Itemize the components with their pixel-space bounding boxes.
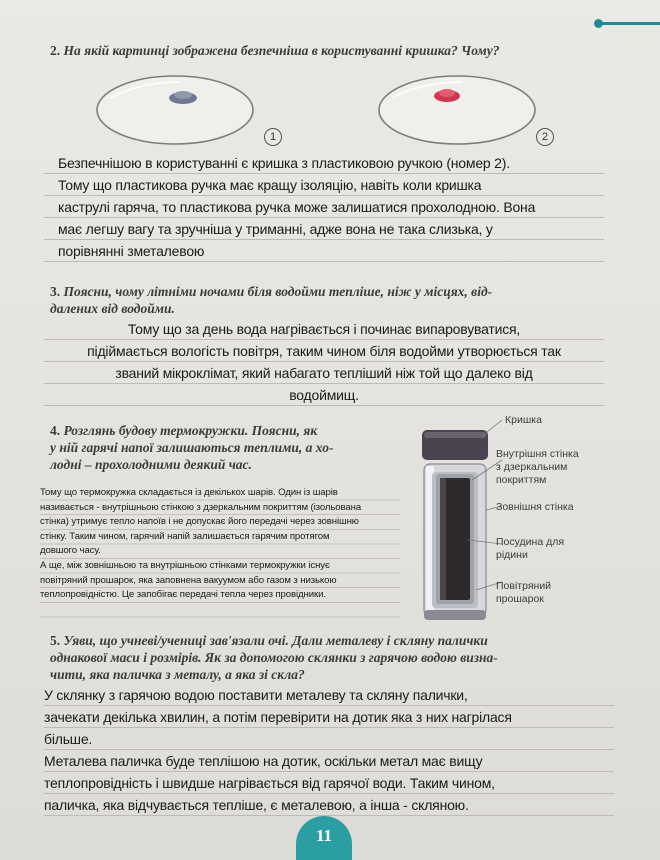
answer-2-line: порівнянні зметалевою xyxy=(58,243,205,259)
answer-3-line: підіймається вологість повітря, таким чином біля водойми утворюється так xyxy=(87,343,561,359)
answer-5-line: зачекати декілька хвилин, а потім перевірити на дотик яка з них нагрілася xyxy=(44,709,512,725)
label-air-gap-1: Повітряний xyxy=(496,580,552,592)
corner-rule xyxy=(598,22,660,25)
answer-4 xyxy=(40,486,400,618)
answer-3-line: Тому що за день вода нагрівається і починає випаровуватися, xyxy=(127,321,521,337)
question-5 xyxy=(50,632,630,683)
question-3-text-2: далених від водойми. xyxy=(50,301,175,316)
label-vessel xyxy=(496,536,564,562)
label-vessel-2: рідини xyxy=(496,549,528,561)
question-4 xyxy=(50,422,410,473)
answer-5-line: більше. xyxy=(44,731,93,747)
answer-2-line: має легшу вагу та зручніша у триманні, адже вона не така слизька, у xyxy=(58,221,493,237)
answer-2-line: каструлі гаряча, то пластикова ручка може залишатися прохолодною. Вона xyxy=(58,199,536,215)
question-4-number: 4. xyxy=(50,423,61,438)
question-5-text-1: Уяви, що учневі/учениці зав'язали очі. Дали металеву і скляну палички xyxy=(63,633,488,648)
answer-3-line: водоймищ. xyxy=(289,387,359,403)
answer-2 xyxy=(44,152,604,264)
answer-5-line: теплопровідність і швидше нагрівається від гарячої води. Таким чином, xyxy=(44,775,495,791)
question-4-text-2: у ній гарячі напої залишаються теплими, а хо- xyxy=(50,440,334,455)
answer-4-line: А ще, між зовнішньою та внутрішньою стінками термокружки існує xyxy=(40,559,330,571)
page-number: 11 xyxy=(296,816,352,860)
question-5-number: 5. xyxy=(50,633,61,648)
answer-3-line: званий мікроклімат, який набагато тепліший ніж той що далеко від xyxy=(115,365,533,381)
question-3 xyxy=(50,283,620,317)
question-4-text-3: лодні – прохолодними деякий час. xyxy=(50,457,252,472)
label-air-gap-2: прошарок xyxy=(496,593,544,605)
question-4-text-1: Розглянь будову термокружки. Поясни, як xyxy=(63,423,318,438)
lid-1-metal xyxy=(97,76,253,144)
answer-2-line: Тому що пластикова ручка має кращу ізоляцію, навіть коли кришка xyxy=(58,177,482,193)
label-lid: Кришка xyxy=(505,414,542,426)
answer-4-line: теплопровідністю. Це запобігає передачі тепла через провідники. xyxy=(40,589,326,601)
question-3-text-1: Поясни, чому літніми ночами біля водойми тепліше, ніж у місцях, від- xyxy=(63,284,493,299)
question-5-text-2: однакової маси і розмірів. Як за допомогою склянки з гарячою водою визна- xyxy=(50,650,498,665)
answer-5-line: Металева паличка буде теплішою на дотик, оскільки метал має вищу xyxy=(44,753,483,769)
lids-illustration xyxy=(90,68,570,158)
thermo-mug-illustration xyxy=(410,410,510,630)
lid-2-plastic xyxy=(379,76,535,144)
question-2-number: 2. xyxy=(50,43,61,58)
answer-4-line: стінка) утримує тепло напоїв і не допускає його передачі через зовнішню xyxy=(40,516,359,528)
answer-4-line: називається - внутрішньою стінкою з дзеркальним покриттям (ізольована xyxy=(40,501,362,513)
question-3-number: 3. xyxy=(50,284,61,299)
lid-1-number: 1 xyxy=(264,128,282,146)
answer-2-line: Безпечнішою в користуванні є кришка з пластиковою ручкою (номер 2). xyxy=(58,155,510,171)
label-inner-wall-2: з дзеркальним xyxy=(496,461,568,473)
label-vessel-1: Посудина для xyxy=(496,536,565,548)
label-inner-wall-3: покриттям xyxy=(496,474,547,486)
question-5-text-3: чити, яка паличка з металу, а яка зі скла? xyxy=(50,667,305,682)
label-inner-wall-1: Внутрішня стінка xyxy=(496,448,579,460)
label-outer-wall: Зовнішня стінка xyxy=(496,501,574,513)
answer-5-line: У склянку з гарячою водою поставити металеву та скляну палички, xyxy=(44,687,468,703)
label-inner-wall xyxy=(496,448,579,487)
question-2-text: На якій картинці зображена безпечніша в користуванні кришка? Чому? xyxy=(63,43,500,58)
question-2 xyxy=(50,42,620,59)
answer-3 xyxy=(44,318,604,408)
answer-5-line: паличка, яка відчувається тепліше, є металевою, а інша - скляною. xyxy=(44,797,469,813)
answer-4-line: Тому що термокружка складається із декількох шарів. Один із шарів xyxy=(40,487,338,498)
label-air-gap xyxy=(496,580,551,606)
answer-4-line: повітряний прошарок, яка заповнена вакуумом або газом з низькою xyxy=(40,574,337,586)
answer-5 xyxy=(44,684,614,816)
answer-4-line: довшого часу. xyxy=(40,545,101,557)
lid-2-number: 2 xyxy=(536,128,554,146)
answer-4-line: стінку. Таким чином, гарячий напій залишається гарячим протягом xyxy=(40,530,330,542)
